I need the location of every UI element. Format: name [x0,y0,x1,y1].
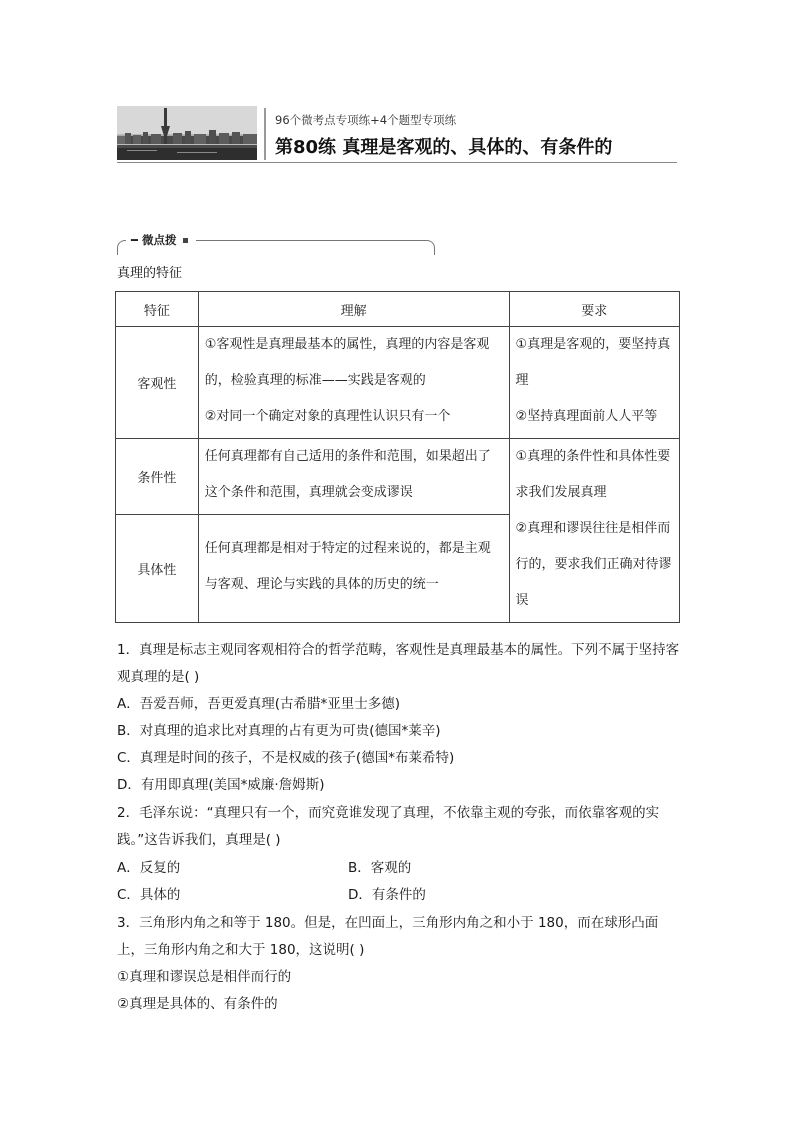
header-subtitle: 96个微考点专项练+4个题型专项练 [275,113,457,127]
header-rule [117,162,677,163]
question-2-stem: 2．毛泽东说：“真理只有一个，而究竟谁发现了真理，不依靠主观的夸张，而依靠客观的实践。”这告诉我们，真理是( ) [117,805,660,848]
cityscape-illustration [117,106,257,160]
question-1-option-c: C．真理是时间的孩子，不是权威的孩子(德国*布莱希特) [117,750,455,766]
section-title: 真理的特征 [117,266,183,281]
tip-square-icon [183,238,188,243]
table-header-cell: 理解 [198,292,509,327]
table-header-cell: 特征 [116,292,199,327]
question-1-stem: 1．真理是标志主观同客观相符合的哲学范畴，客观性是真理最基本的属性。下列不属于坚持客观真理的是( ) [117,642,680,685]
table-header-cell: 要求 [509,292,679,327]
requirement-text: ①真理是客观的，要坚持真理 ②坚持真理面前人人平等 [515,337,671,424]
question-2-option-c: C．具体的 [117,887,181,903]
table-row [116,327,680,439]
question-3-statement-1: ①真理和谬误总是相伴而行的 [117,969,292,985]
question-3-statement-2: ②真理是具体的、有条件的 [117,996,278,1012]
question-2-option-d: D．有条件的 [348,887,426,903]
feature-cell: 具体性 [116,515,199,623]
merged-requirement-cell [509,439,679,623]
feature-cell: 客观性 [116,327,199,439]
question-2-option-b: B．客观的 [348,860,412,876]
understanding-cell [198,439,509,515]
tip-dash-icon: ━ [131,233,138,247]
question-1-option-b: B．对真理的追求比对真理的占有更为可贵(德国*莱辛) [117,723,441,739]
tip-label [126,232,196,248]
table-header-row [116,292,680,327]
question-1-option-d: D．有用即真理(美国*威廉·詹姆斯) [117,777,325,793]
header-separator [264,108,266,160]
understanding-text: ①客观性是真理最基本的属性，真理的内容是客观的，检验真理的标准——实践是客观的 ②对同一个确定对象的真理性认识只有一个 [204,337,490,424]
understanding-text: 任何真理都有自己适用的条件和范围，如果超出了这个条件和范围，真理就会变成谬误 [204,449,491,500]
understanding-text: 任何真理都是相对于特定的过程来说的，都是主观与客观、理论与实践的具体的历史的统一 [204,541,491,592]
truth-features-table [115,291,680,623]
table-row [116,439,680,515]
feature-cell: 条件性 [116,439,199,515]
page-title: 第80练 真理是客观的、具体的、有条件的 [275,137,613,158]
requirement-cell [509,327,679,439]
tip-label-text: 微点拨 [141,233,177,247]
requirement-text: ①真理的条件性和具体性要求我们发展真理 ②真理和谬误往往是相伴而行的，要求我们正确对待谬误 [515,449,672,608]
question-1-option-a: A．吾爱吾师，吾更爱真理(古希腊*亚里士多德) [117,696,401,712]
header-cityscape-image [117,106,257,160]
question-3-stem: 3．三角形内角之和等于 180。但是，在凹面上，三角形内角之和小于 180，而在球形凸面上，三角形内角之和大于 180，这说明( ) [117,915,659,958]
understanding-cell [198,515,509,623]
question-2-option-a: A．反复的 [117,860,181,876]
understanding-cell [198,327,509,439]
